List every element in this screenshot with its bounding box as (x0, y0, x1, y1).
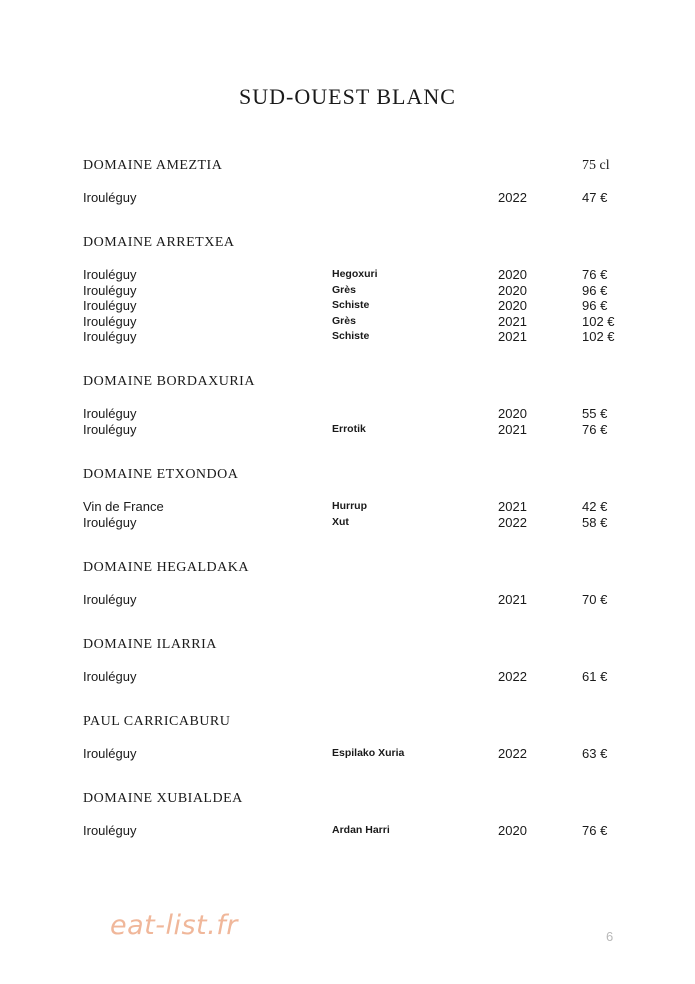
domain-heading: DOMAINE ILARRIA (83, 637, 217, 652)
wine-row (0, 592, 695, 607)
wine-vintage: 2020 (498, 267, 527, 282)
wine-row (0, 283, 695, 298)
wine-price: 76 € (582, 421, 608, 437)
wine-appellation: Irouléguy (83, 592, 137, 607)
wine-row (0, 823, 695, 838)
wine-price: 70 € (582, 592, 608, 607)
wine-vintage: 2021 (498, 329, 527, 344)
wine-row (0, 422, 695, 437)
wine-appellation: Irouléguy (83, 421, 137, 437)
page-number: 6 (606, 929, 614, 944)
domain-heading: DOMAINE ETXONDOA (83, 467, 239, 482)
page-title: SUD-OUEST BLANC (239, 84, 456, 109)
wine-cuvee: Hurrup (332, 500, 367, 512)
wine-cuvee: Schiste (332, 330, 370, 342)
wine-vintage: 2022 (498, 190, 527, 205)
wine-row (0, 499, 695, 514)
domain-heading: DOMAINE BORDAXURIA (83, 374, 255, 389)
wine-appellation: Irouléguy (83, 313, 137, 329)
wine-vintage: 2021 (498, 499, 527, 514)
wine-appellation: Irouléguy (83, 298, 137, 313)
wine-vintage: 2022 (498, 669, 527, 684)
wine-price: 76 € (582, 267, 608, 282)
wine-row (0, 190, 695, 205)
watermark: eat-list.fr (110, 910, 238, 941)
wine-appellation: Irouléguy (83, 267, 137, 282)
volume-label: 75 cl (582, 158, 610, 173)
wine-appellation: Irouléguy (83, 406, 137, 421)
wine-row (0, 406, 695, 421)
domain-heading: DOMAINE XUBIALDEA (83, 791, 243, 806)
wine-cuvee: Ardan Harri (332, 824, 390, 836)
wine-price: 61 € (582, 669, 608, 684)
wine-vintage: 2021 (498, 592, 527, 607)
wine-row (0, 314, 695, 329)
wine-price: 102 € (582, 313, 615, 329)
wine-cuvee: Schiste (332, 299, 370, 311)
wine-row (0, 329, 695, 344)
wine-vintage: 2021 (498, 421, 527, 437)
wine-price: 47 € (582, 190, 608, 205)
wine-price: 58 € (582, 514, 608, 530)
wine-vintage: 2020 (498, 282, 527, 298)
wine-vintage: 2020 (498, 406, 527, 421)
wine-row (0, 746, 695, 761)
wine-row (0, 298, 695, 313)
wine-vintage: 2020 (498, 823, 527, 838)
wine-price: 63 € (582, 746, 608, 761)
wine-appellation: Irouléguy (83, 190, 137, 205)
wine-appellation: Irouléguy (83, 282, 137, 298)
wine-cuvee: Xut (332, 515, 349, 528)
wine-vintage: 2021 (498, 313, 527, 329)
wine-price: 55 € (582, 406, 608, 421)
wine-row (0, 267, 695, 282)
wine-appellation: Irouléguy (83, 329, 137, 344)
wine-price: 96 € (582, 282, 608, 298)
wine-price: 102 € (582, 329, 615, 344)
wine-appellation: Irouléguy (83, 746, 137, 761)
domain-heading: PAUL CARRICABURU (83, 714, 231, 729)
wine-appellation: Vin de France (83, 499, 164, 514)
wine-appellation: Irouléguy (83, 669, 137, 684)
wine-vintage: 2022 (498, 514, 527, 530)
wine-cuvee: Grès (332, 283, 356, 296)
wine-cuvee: Espilako Xuria (332, 747, 405, 759)
wine-price: 76 € (582, 823, 608, 838)
wine-appellation: Irouléguy (83, 514, 137, 530)
wine-row (0, 669, 695, 684)
wine-appellation: Irouléguy (83, 823, 137, 838)
wine-price: 42 € (582, 499, 608, 514)
wine-vintage: 2022 (498, 746, 527, 761)
domain-heading: DOMAINE AMEZTIA (83, 158, 223, 173)
wine-vintage: 2020 (498, 298, 527, 313)
domain-heading: DOMAINE HEGALDAKA (83, 560, 249, 575)
domain-heading: DOMAINE ARRETXEA (83, 235, 235, 250)
wine-cuvee: Errotik (332, 422, 366, 435)
wine-cuvee: Hegoxuri (332, 268, 378, 280)
wine-price: 96 € (582, 298, 608, 313)
wine-cuvee: Grès (332, 314, 356, 327)
wine-row (0, 515, 695, 530)
